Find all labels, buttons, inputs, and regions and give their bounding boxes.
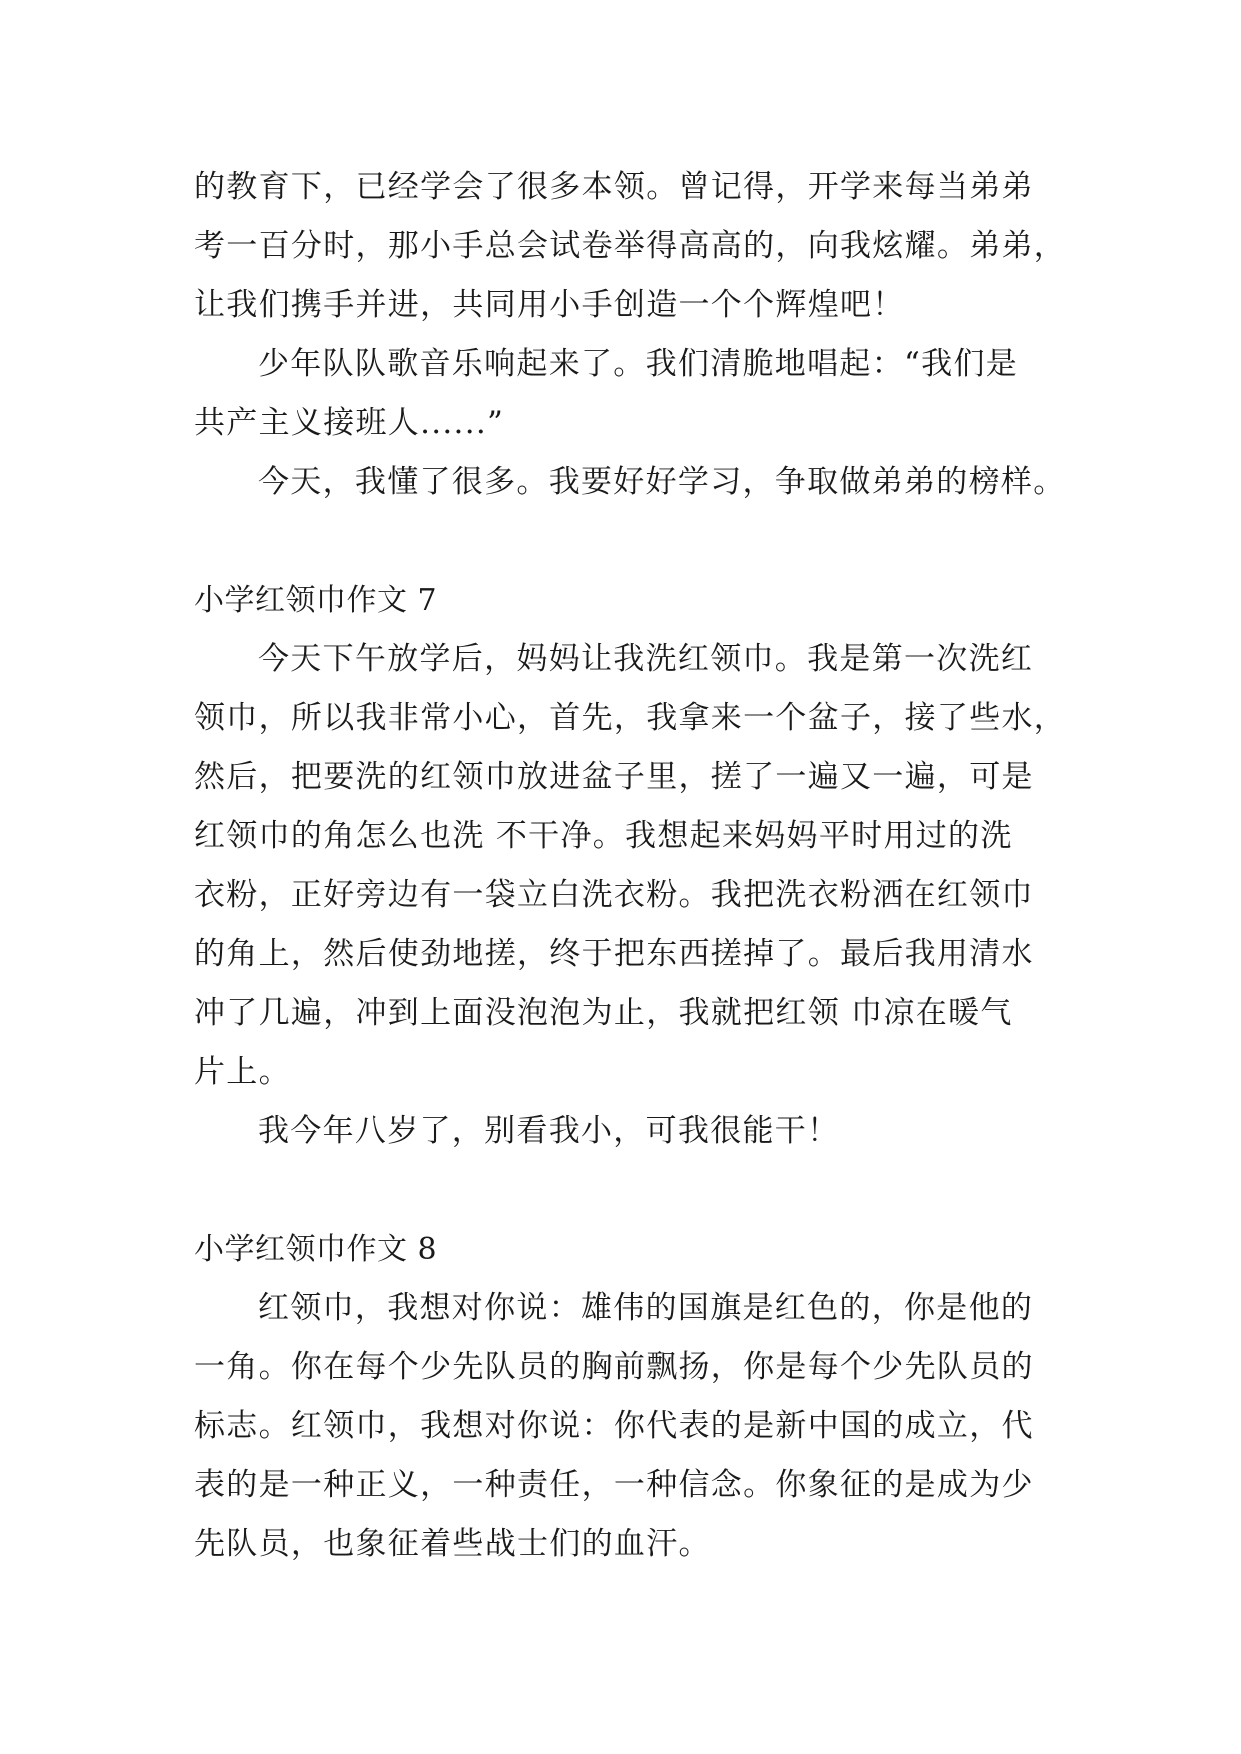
- section-heading: 小学红领巾作文 8: [194, 1232, 438, 1267]
- text-line: 红领巾的角怎么也洗 不干净。我想起来妈妈平时用过的洗: [194, 818, 1013, 854]
- text-line: 冲了几遍，冲到上面没泡泡为止，我就把红领 巾凉在暖气: [194, 995, 1013, 1031]
- text-line: 红领巾，我想对你说：雄伟的国旗是红色的，你是他的: [258, 1290, 1034, 1326]
- text-line: 的教育下，已经学会了很多本领。曾记得，开学来每当弟弟: [194, 169, 1034, 205]
- text-line: 的角上，然后使劲地搓，终于把东西搓掉了。最后我用清水: [194, 936, 1034, 972]
- text-line: 今天，我懂了很多。我要好好学习，争取做弟弟的榜样。: [258, 464, 1066, 500]
- paragraph: [194, 630, 1067, 1102]
- section-heading: 小学红领巾作文 7: [194, 583, 438, 618]
- essay-section: [194, 571, 1067, 1161]
- text-line: 共产主义接班人......”: [194, 405, 505, 441]
- text-line: 先队员，也象征着些战士们的血汗。: [194, 1526, 711, 1562]
- paragraph: [194, 453, 1066, 512]
- essay-section: [194, 1220, 1054, 1574]
- section-spacer: [194, 1161, 1054, 1220]
- paragraph: [194, 1279, 1054, 1574]
- text-line: 衣粉，正好旁边有一袋立白洗衣粉。我把洗衣粉洒在红领巾: [194, 877, 1034, 913]
- text-line: 少年队队歌音乐响起来了。我们清脆地唱起：“我们是: [258, 346, 1019, 382]
- text-line: 然后，把要洗的红领巾放进盆子里，搓了一遍又一遍，可是: [194, 759, 1034, 795]
- text-line: 让我们携手并进，共同用小手创造一个个辉煌吧！: [194, 287, 905, 323]
- paragraph: [194, 335, 1054, 453]
- text-line: 表的是一种正义，一种责任，一种信念。你象征的是成为少: [194, 1467, 1034, 1503]
- paragraph: [194, 1102, 1054, 1161]
- section-spacer: [194, 512, 1054, 571]
- text-line: 今天下午放学后，妈妈让我洗红领巾。我是第一次洗红: [258, 641, 1034, 677]
- text-line: 考一百分时，那小手总会试卷举得高高的，向我炫耀。弟弟，: [194, 228, 1067, 264]
- document-body: [194, 158, 1067, 1574]
- text-line: 一角。你在每个少先队员的胸前飘扬，你是每个少先队员的: [194, 1349, 1034, 1385]
- text-line: 我今年八岁了，别看我小，可我很能干！: [258, 1113, 840, 1149]
- paragraph: [194, 158, 1067, 335]
- text-line: 片上。: [194, 1054, 291, 1090]
- text-line: 标志。红领巾，我想对你说：你代表的是新中国的成立，代: [194, 1408, 1034, 1444]
- text-line: 领巾，所以我非常小心，首先，我拿来一个盆子，接了些水，: [194, 700, 1067, 736]
- essay-section: [194, 158, 1067, 512]
